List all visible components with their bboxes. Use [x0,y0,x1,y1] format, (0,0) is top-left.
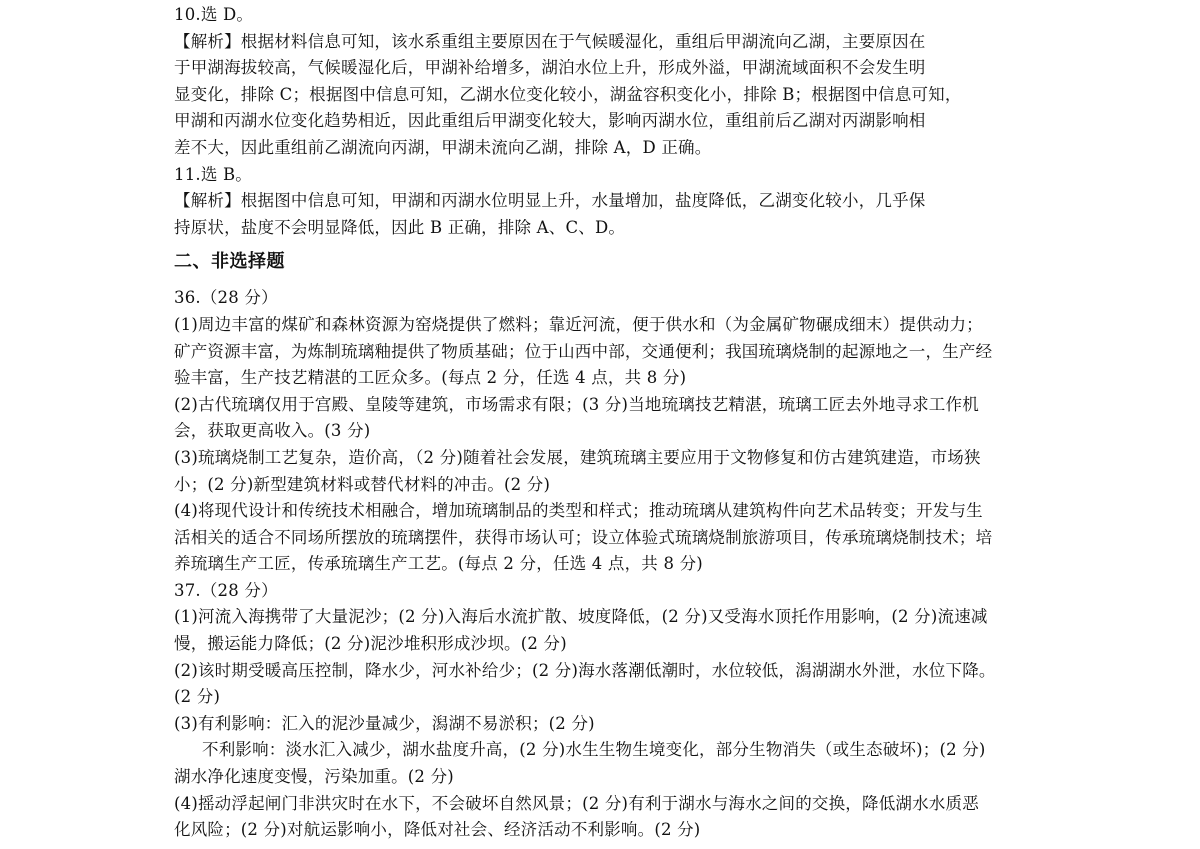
answer-line-indented: 不利影响：淡水汇入减少，湖水盐度升高，(2 分)水生生物生境变化，部分生物消失（或生态破坏)；(2 分) [202,740,986,760]
answer-line: (4)将现代设计和传统技术相融合，增加琉璃制品的类型和样式；推动琉璃从建筑构件向艺术品转变；开发与生 [174,501,983,521]
answer-line: 慢，搬运能力降低；(2 分)泥沙堆积形成沙坝。(2 分) [174,634,567,654]
answer-line: (3)琉璃烧制工艺复杂，造价高，（2 分)随着社会发展，建筑琉璃主要应用于文物修复和仿古建筑建造，市场狭 [174,447,981,467]
q10-answer: 10.选 D。 [174,5,254,24]
answer-line: (2)该时期受暖高压控制，降水少，河水补给少；(2 分)海水落潮低潮时，水位较低，潟湖湖水外泄，水位下降。 [174,660,996,680]
q10-analysis-line: 甲湖和丙湖水位变化趋势相近，因此重组后甲湖变化较大，影响丙湖水位，重组前后乙湖对丙湖影响相 [174,111,926,131]
answer-line: (1)河流入海携带了大量泥沙；(2 分)入海后水流扩散、坡度降低，(2 分)又受海水顶托作用影响，(2 分)流速减 [174,607,988,627]
q10-analysis-line: 显变化，排除 C；根据图中信息可知，乙湖水位变化较小，湖盆容积变化小，排除 B；根据图中信息可知， [174,84,962,104]
q36-header: 36.（28 分） [174,288,278,308]
q37-part-1 [174,604,1034,657]
answer-line: 验丰富，生产技艺精湛的工匠众多。(每点 2 分，任选 4 点，共 8 分) [174,368,687,388]
answer-line: 化风险；(2 分)对航运影响小，降低对社会、经济活动不利影响。(2 分) [174,820,701,840]
answer-sheet [174,2,1034,844]
q10-analysis-line: 于甲湖海拔较高，气候暖湿化后，甲湖补给增多，湖泊水位上升，形成外溢，甲湖流域面积不会发生明 [174,58,926,78]
q37-header: 37.（28 分） [174,580,278,600]
q11-answer: 11.选 B。 [174,164,253,184]
q37-part-3 [174,711,1034,791]
answer-line: 会，获取更高收入。(3 分) [174,421,371,441]
answer-line: 矿产资源丰富，为炼制琉璃釉提供了物质基础；位于山西中部，交通便利；我国琉璃烧制的起源地之一，生产经 [174,341,993,361]
answer-line: (4)摇动浮起闸门非洪灾时在水下，不会破坏自然风景；(2 分)有利于湖水与海水之间的交换，降低湖水水质恶 [174,793,979,813]
answer-line: 湖水净化速度变慢，污染加重。(2 分) [174,767,454,787]
answer-line: (3)有利影响：汇入的泥沙量减少，潟湖不易淤积；(2 分) [174,713,595,733]
q36-part-3 [174,445,1034,498]
answer-line: 活相关的适合不同场所摆放的琉璃摆件，获得市场认可；设立体验式琉璃烧制旅游项目，传承琉璃烧制技术；培 [174,527,993,547]
q37-part-2 [174,658,1034,711]
q11-analysis-line: 【解析】根据图中信息可知，甲湖和丙湖水位明显上升，水量增加，盐度降低，乙湖变化较小，几乎保 [174,191,926,211]
q36-part-2 [174,392,1034,445]
answer-line: 小；(2 分)新型建筑材料或替代材料的冲击。(2 分) [174,474,551,494]
q10-analysis-line: 差不大，因此重组前乙湖流向丙湖，甲湖未流向乙湖，排除 A，D 正确。 [174,137,712,157]
q37-part-4 [174,791,1034,844]
q36-part-1 [174,312,1034,392]
answer-line: (2 分) [174,687,221,707]
answer-line: (2)古代琉璃仅用于宫殿、皇陵等建筑，市场需求有限；(3 分)当地琉璃技艺精湛，琉璃工匠去外地寻求工作机 [174,394,979,414]
q36-part-4 [174,498,1034,578]
q10-analysis-line: 【解析】根据材料信息可知，该水系重组主要原因在于气候暖湿化，重组后甲湖流向乙湖，主要原因在 [174,31,926,51]
q10-block [174,2,1034,162]
section-title: 二、非选择题 [174,251,285,273]
answer-line: (1)周边丰富的煤矿和森林资源为窑烧提供了燃料；靠近河流，便于供水和（为金属矿物碾成细末）提供动力； [174,314,983,334]
answer-line: 养琉璃生产工匠，传承琉璃生产工艺。(每点 2 分，任选 4 点，共 8 分) [174,554,703,574]
q37-block [174,578,1034,844]
q11-block [174,162,1034,242]
q36-block [174,285,1034,578]
q11-analysis-line: 持原状，盐度不会明显降低，因此 B 正确，排除 A、C、D。 [174,217,626,237]
